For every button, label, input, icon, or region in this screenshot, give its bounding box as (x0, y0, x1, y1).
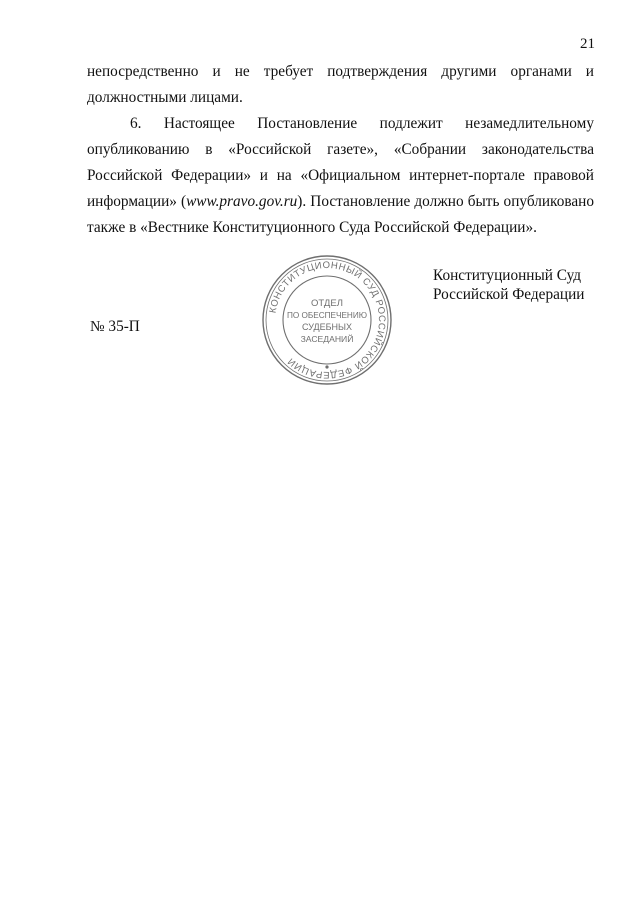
paragraph-6-lead: 6. Настоящее Постановление подлежит незамедлительному опубликованию в «Российской газете», «Собрании законодательства Российской Федерации» и на «Официальном интернет-портале правовой информации» ( (87, 115, 594, 210)
stamp-dot-icon (325, 365, 328, 368)
signature-line-2: Российской Федерации (433, 286, 585, 303)
stamp-ring-text: КОНСТИТУЦИОННЫЙ СУД РОССИЙСКОЙ ФЕДЕРАЦИИ (267, 259, 388, 381)
stamp-line-3: СУДЕБНЫХ (302, 322, 352, 332)
stamp-line-2: ПО ОБЕСПЕЧЕНИЮ (287, 311, 367, 320)
body-text (87, 59, 594, 241)
signature-block (433, 266, 584, 304)
website-link: www.pravo.gov.ru (186, 193, 298, 210)
document-number: № 35-П (90, 318, 140, 335)
paragraph-6-tail: ). Постановление должно быть опубликовано также в «Вестнике Конституционного Суда Российской Федерации». (87, 193, 594, 236)
paragraph-6 (87, 111, 594, 241)
signature-line-1: Конституционный Суд (433, 267, 582, 284)
page-number: 21 (580, 36, 595, 52)
stamp-line-4: ЗАСЕДАНИЙ (300, 334, 354, 344)
stamp-line-1: ОТДЕЛ (311, 298, 343, 309)
official-stamp-icon (261, 254, 393, 386)
paragraph-continuation: непосредственно и не требует подтверждения другими органами и должностными лицами. (87, 63, 594, 106)
